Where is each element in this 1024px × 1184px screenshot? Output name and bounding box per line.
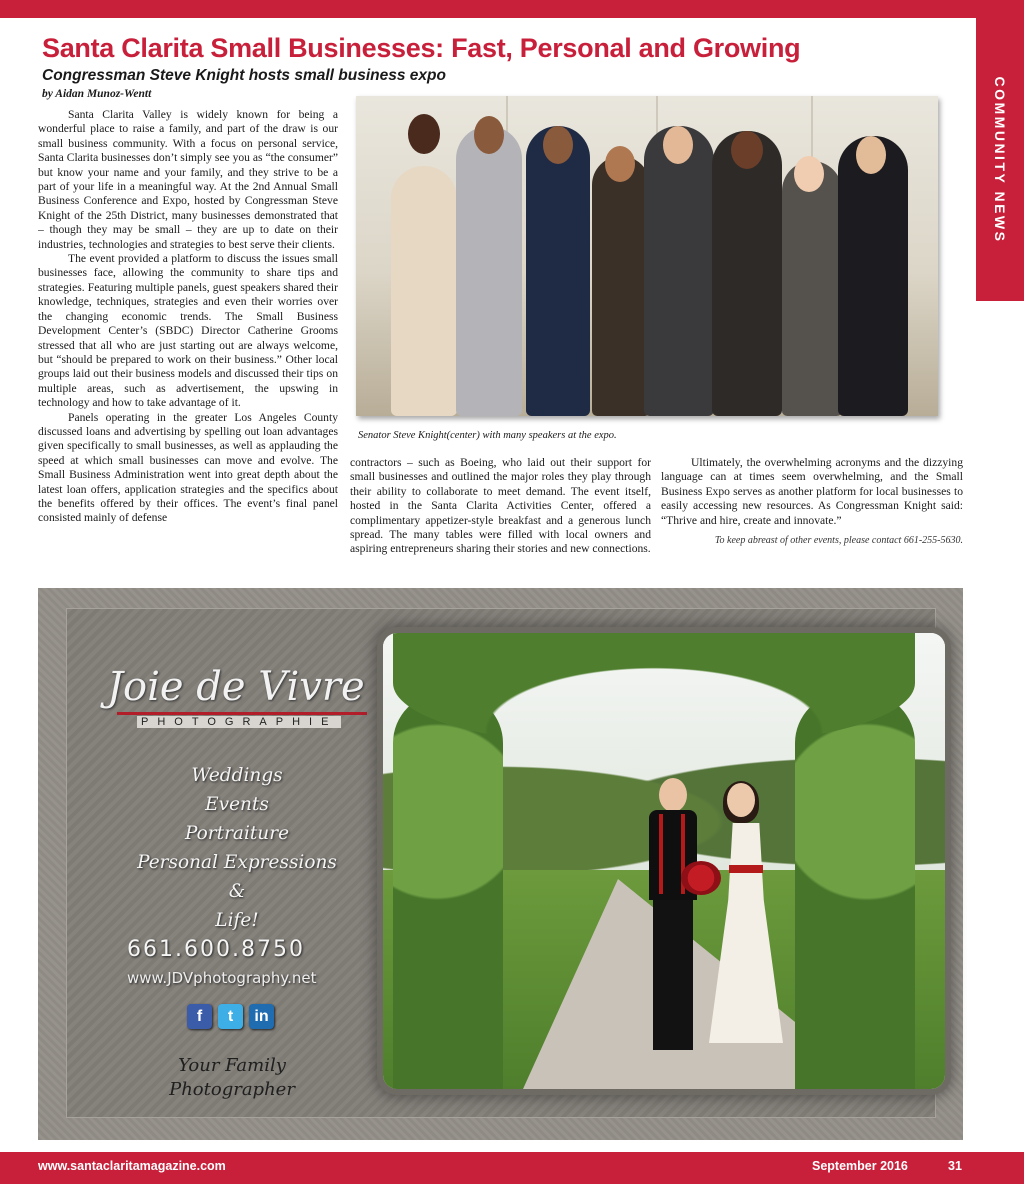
top-color-bar	[0, 0, 1024, 18]
service-life: Life!	[215, 910, 259, 931]
service-portraiture: Portraiture	[184, 823, 290, 844]
ad-tagline	[107, 1054, 357, 1102]
social-icons	[187, 1004, 274, 1029]
paragraph-5: Ultimately, the overwhelming acronyms and the dizzying language can at times seem overwhelming, and the Small Business Expo serves as another platform for local businesses to easily accessing new resources. As Congressman Knight said: “Thrive and hire, create and innovate.”	[661, 456, 963, 527]
service-ampersand: &	[228, 881, 246, 902]
service-weddings: Weddings	[191, 765, 283, 786]
article-column-3	[661, 456, 963, 576]
photography-ad	[38, 588, 963, 1140]
ad-website: www.JDVphotography.net	[127, 969, 317, 987]
article-column-1	[38, 108, 338, 578]
contact-note: To keep abreast of other events, please contact 661-255-5630.	[714, 535, 963, 547]
paragraph-1: Santa Clarita Valley is widely known for being a wonderful place to raise a family, and part of the draw is our small business community. With a focus on personal service, Santa Clarita businesses don’t simply see you as “the consumer” but know your name and your family, and they strive to be a part of your life in a meaningful way. At the 2nd Annual Small Business Conference and Expo, hosted by Congressman Steve Knight of the 25th District, many businesses demonstrated that – though they may be small – they are up to date on their industries, technologies and strategies to best serve their clients.	[38, 108, 338, 251]
photo-caption: Senator Steve Knight(center) with many speakers at the expo.	[358, 430, 617, 441]
linkedin-icon: in	[249, 1004, 274, 1029]
article-subheadline: Congressman Steve Knight hosts small business expo	[42, 67, 446, 84]
section-tab-label: COMMUNITY NEWS	[992, 76, 1008, 243]
footer-issue-date: September 2016	[812, 1159, 908, 1173]
service-events: Events	[205, 794, 269, 815]
wedding-photo	[383, 633, 945, 1089]
paragraph-4: contractors – such as Boeing, who laid out their support for small businesses and outlined the major roles they play through their ability to collaborate to meet demand. The event itself, hosted in the Santa Clarita Activities Center, offered a complimentary appetizer-style breakfast and a generous lunch spread. The many tables were filled with local owners and aspiring entrepreneurs sharing their stories and new connections.	[350, 456, 651, 556]
groom-figure	[643, 778, 703, 1053]
article-headline: Santa Clarita Small Businesses: Fast, Personal and Growing	[42, 33, 801, 63]
footer-page-number: 31	[948, 1159, 962, 1173]
bouquet	[681, 861, 721, 895]
jdv-logo	[107, 664, 372, 734]
logo-subtitle: PHOTOGRAPHIE	[137, 716, 341, 728]
article-byline: by Aidan Munoz-Wentt	[42, 88, 152, 100]
logo-script-text: Joie de Vivre	[107, 664, 365, 710]
logo-underline	[117, 712, 367, 715]
tagline-line-1: Your Family	[178, 1055, 286, 1076]
paragraph-3: Panels operating in the greater Los Angeles County discussed loans and advertising by spelling out loan advantages given specifically to small businesses, as well as applauding the speed at which small businesses can move and evolve. The Small Business Administration went into great depth about the latest loan offers, application strategies and the specifics about the benefits offered by their offices. The event’s final panel consisted mainly of defense	[38, 410, 338, 525]
paragraph-2: The event provided a platform to discuss the issues small businesses face, allowing the community to share tips and strategies. Featuring multiple panels, guest speakers shared their knowledge, techniques, strategies and even their worries over the changing economic trends. The Small Business Development Center’s (SBDC) Director Catherine Grooms stressed that all who are just starting out are always welcome, but “should be prepared to work on their business.” Other local groups laid out their business models and discussed their tips on multiple areas, such as advertisement, the upswing in technology and how to take advantage of it.	[38, 252, 338, 410]
footer-website: www.santaclaritamagazine.com	[38, 1159, 226, 1173]
facebook-icon: f	[187, 1004, 212, 1029]
twitter-icon: t	[218, 1004, 243, 1029]
expo-group-photo	[356, 96, 938, 416]
tagline-line-2: Photographer	[169, 1079, 295, 1100]
ad-panel	[66, 608, 936, 1118]
article-column-2	[350, 456, 651, 576]
ad-phone-number: 661.600.8750	[127, 937, 305, 962]
section-tab	[976, 18, 1024, 301]
bride-figure	[701, 783, 791, 1053]
services-list	[112, 761, 362, 935]
service-personal-expressions: Personal Expressions	[137, 852, 337, 873]
